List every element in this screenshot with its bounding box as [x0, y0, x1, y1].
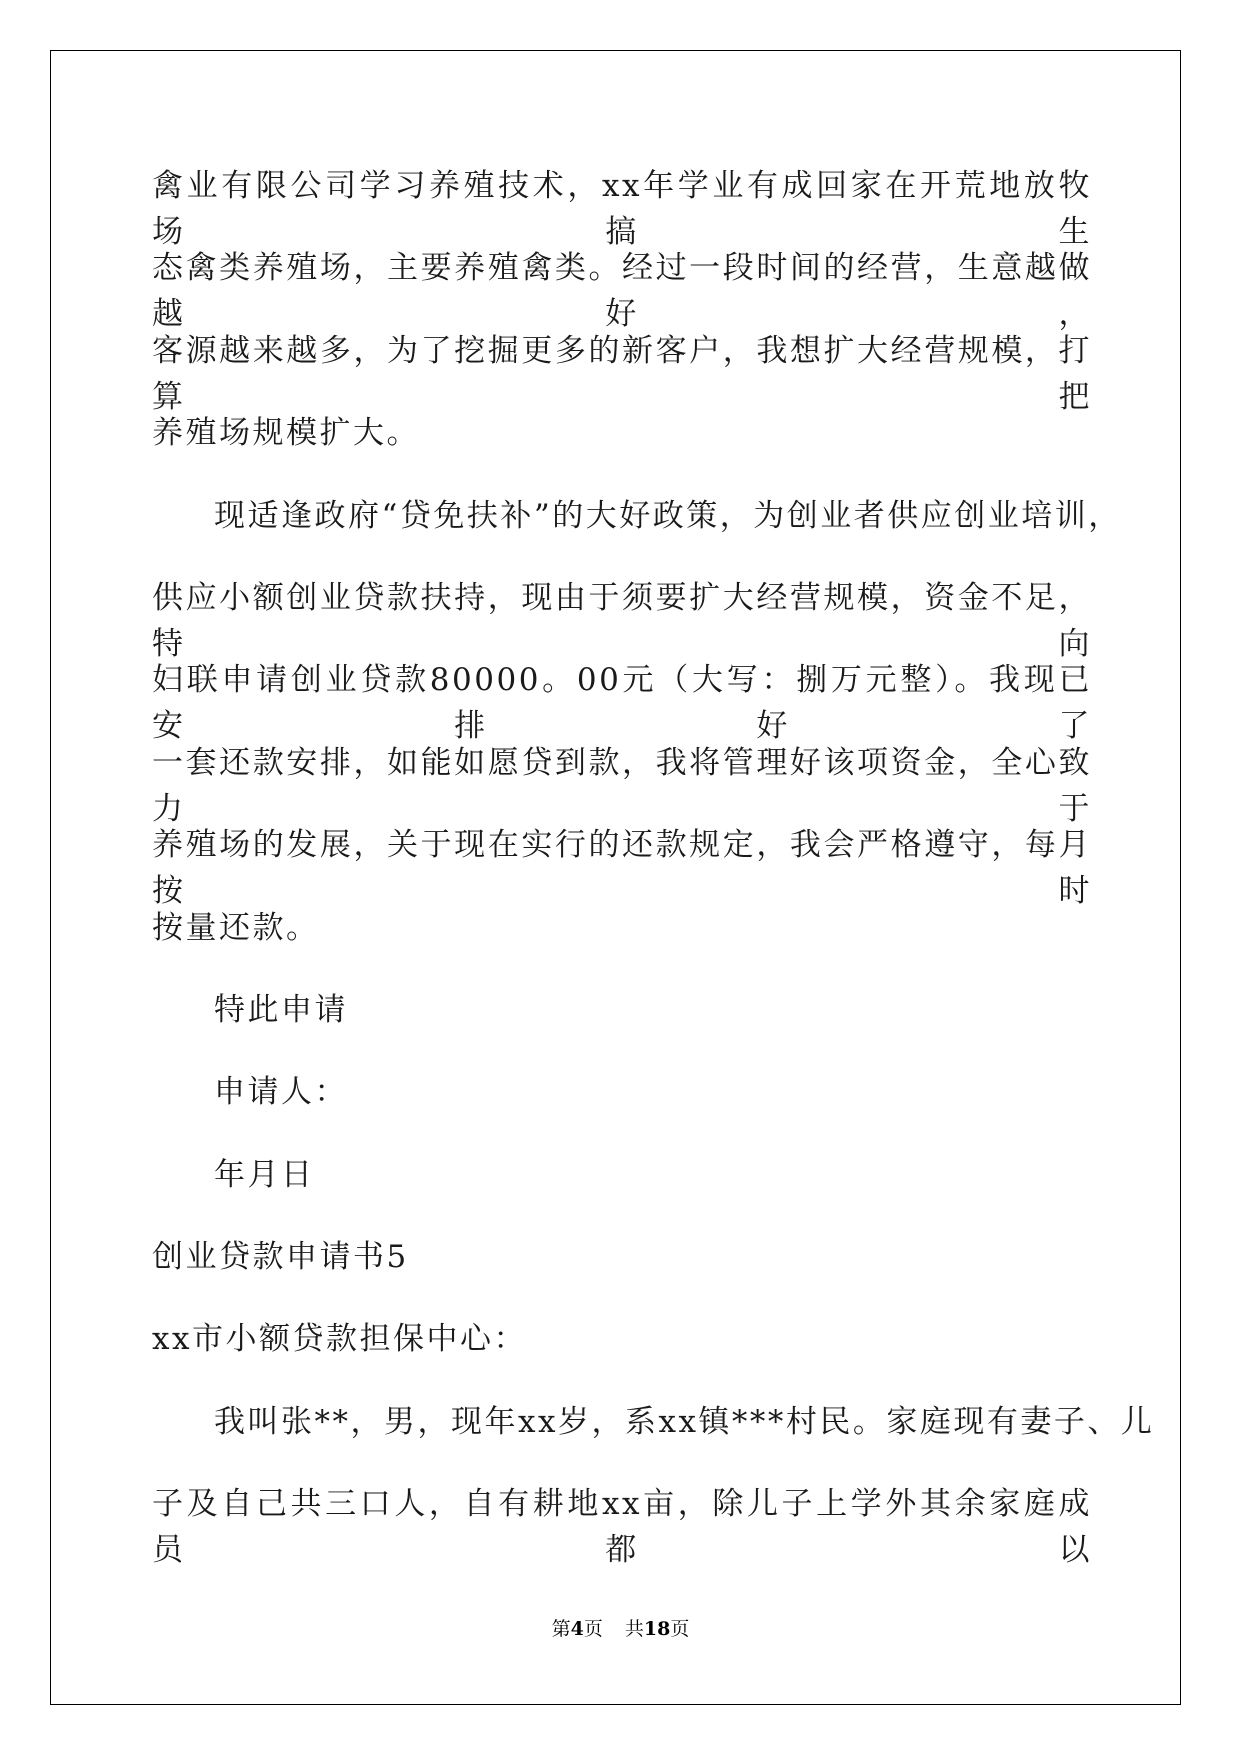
text-line: 一套还款安排，如能如愿贷到款，我将管理好该项资金，全心致力于: [152, 744, 1092, 827]
text-line: 养殖场规模扩大。: [152, 415, 420, 452]
page-suffix: 页: [583, 1618, 603, 1640]
page-footer: [0, 1614, 1241, 1641]
text-line: 妇联申请创业贷款80000。00元（大写：捌万元整）。我现已安排好了: [152, 662, 1092, 745]
text-line: 态禽类养殖场，主要养殖禽类。经过一段时间的经营，生意越做越好，: [152, 250, 1092, 333]
paragraph-start: 我叫张**，男，现年xx岁，系xx镇***村民。家庭现有妻子、儿: [214, 1403, 1155, 1440]
page-prefix: 第: [551, 1618, 571, 1640]
total-prefix: 共: [624, 1618, 644, 1640]
page-number: 4: [570, 1618, 584, 1640]
applicant-label: 申请人：: [214, 1074, 348, 1111]
document-body: [152, 163, 1155, 1569]
paragraph-start: 现适逢政府“贷免扶补”的大好政策，为创业者供应创业培训，: [214, 497, 1122, 534]
date-label: 年月日: [214, 1156, 315, 1193]
total-suffix: 页: [670, 1618, 690, 1640]
text-line: 按量还款。: [152, 909, 320, 946]
text-line: 禽业有限公司学习养殖技术，xx年学业有成回家在开荒地放牧场搞生: [152, 168, 1092, 250]
text-line: 客源越来越多，为了挖掘更多的新客户，我想扩大经营规模，打算把: [152, 332, 1092, 415]
closing-phrase: 特此申请: [214, 991, 348, 1028]
salutation: xx市小额贷款担保中心：: [152, 1321, 527, 1358]
text-line: 养殖场的发展，关于现在实行的还款规定，我会严格遵守，每月按时: [152, 827, 1092, 910]
total-pages: 18: [643, 1618, 671, 1640]
section-heading: 创业贷款申请书5: [152, 1239, 409, 1276]
text-line: 供应小额创业贷款扶持，现由于须要扩大经营规模，资金不足，特向: [152, 579, 1092, 662]
text-line: 子及自己共三口人，自有耕地xx亩，除儿子上学外其余家庭成员都以: [152, 1486, 1092, 1569]
